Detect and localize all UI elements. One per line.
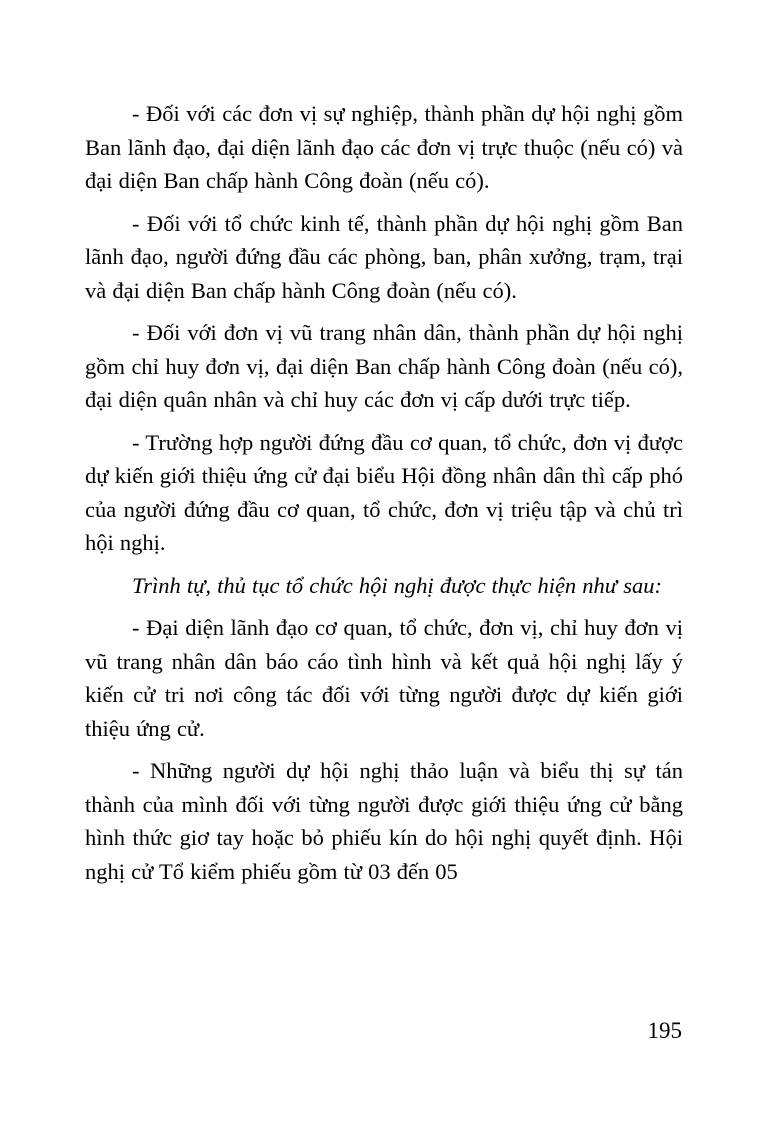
paragraph: - Đối với đơn vị vũ trang nhân dân, thành phần dự hội nghị gồm chỉ huy đơn vị, đại diện Ban chấp hành Công đoàn (nếu có), đại diện quân nhân và chỉ huy các đơn vị cấp dưới trực tiếp. — [85, 320, 683, 412]
paragraph: - Trường hợp người đứng đầu cơ quan, tổ chức, đơn vị được dự kiến giới thiệu ứng cử đại biểu Hội đồng nhân dân thì cấp phó của người đứng đầu cơ quan, tổ chức, đơn vị triệu tập và chủ trì hội nghị. — [85, 429, 683, 555]
paragraph: - Đối với các đơn vị sự nghiệp, thành phần dự hội nghị gồm Ban lãnh đạo, đại diện lãnh đạo các đơn vị trực thuộc (nếu có) và đại diện Ban chấp hành Công đoàn (nếu có). — [85, 101, 683, 193]
paragraph-italic-lead: Trình tự, thủ tục tổ chức hội nghị được thực hiện như sau: — [132, 572, 662, 598]
page-number: 195 — [647, 1018, 682, 1043]
paragraph: - Đối với tổ chức kinh tế, thành phần dự hội nghị gồm Ban lãnh đạo, người đứng đầu các phòng, ban, phân xưởng, trạm, trại và đại diện Ban chấp hành Công đoàn (nếu có). — [85, 210, 683, 303]
paragraph: - Đại diện lãnh đạo cơ quan, tổ chức, đơn vị, chỉ huy đơn vị vũ trang nhân dân báo cáo tình hình và kết quả hội nghị lấy ý kiến cử tri nơi công tác đối với từng người được dự kiến giới thiệu ứng cử. — [85, 615, 683, 741]
paragraph: - Những người dự hội nghị thảo luận và biểu thị sự tán thành của mình đối với từng người được giới thiệu ứng cử bằng hình thức giơ tay hoặc bỏ phiếu kín do hội nghị quyết định. Hội nghị cử Tổ kiểm phiếu gồm từ 03 đến 05 — [85, 758, 683, 884]
text-body — [85, 97, 683, 897]
